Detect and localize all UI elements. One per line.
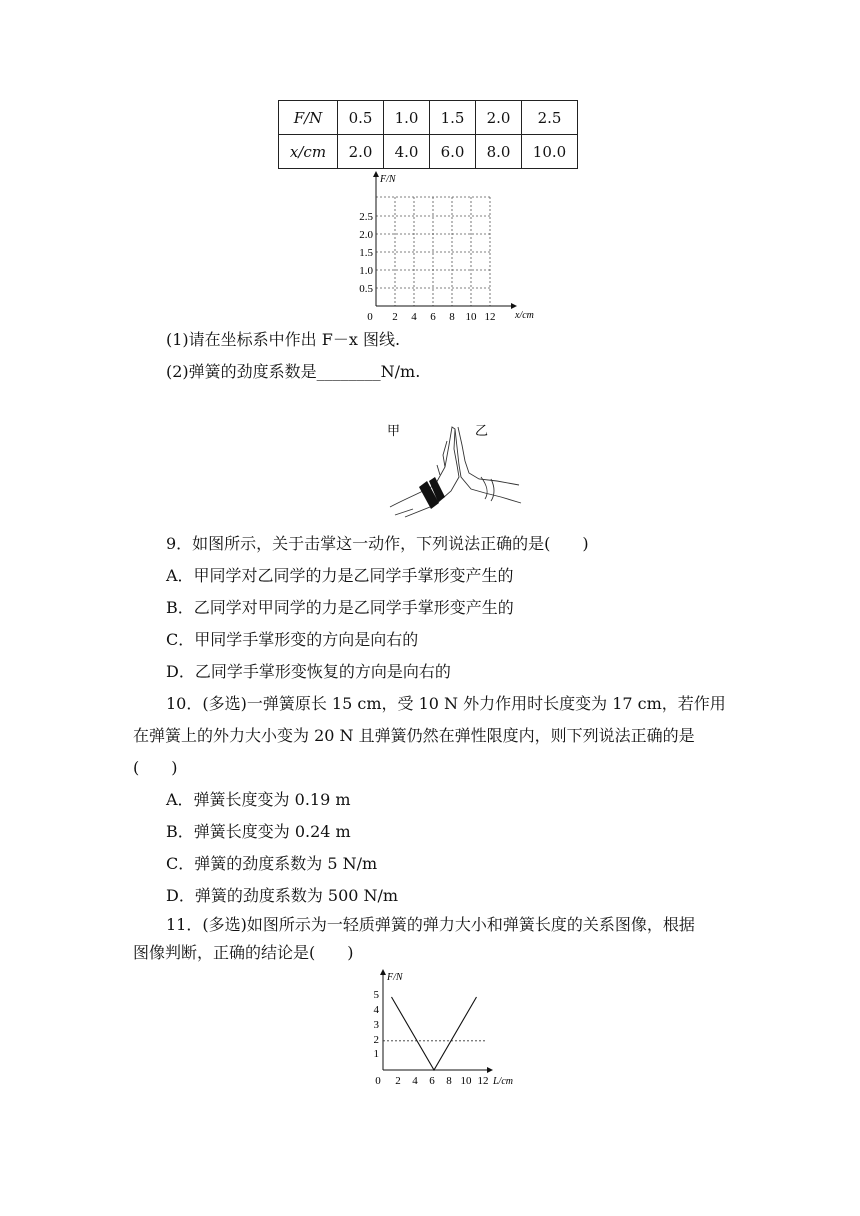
- q10-stem-line1: 10．(多选)一弹簧原长 15 cm，受 10 N 外力作用时长度变为 17 cm，若作用: [166, 694, 726, 713]
- table-cell: 6.0: [430, 135, 476, 169]
- x-tick-label: 12: [484, 311, 496, 323]
- grid-lines: [376, 197, 490, 306]
- q11-stem-line2: 图像判断，正确的结论是( ): [133, 943, 354, 962]
- q10-option-b: B．弹簧长度变为 0.24 m: [166, 822, 351, 841]
- table-cell: 1.0: [384, 101, 430, 135]
- q9-option-d: D．乙同学手掌形变恢复的方向是向右的: [166, 662, 451, 681]
- table-cell: 0.5: [338, 101, 384, 135]
- empty-grid-graph: [340, 168, 550, 324]
- table-cell: 2.0: [476, 101, 522, 135]
- force-length-graph: [362, 966, 534, 1090]
- label-yi: 乙: [475, 423, 489, 438]
- q10-option-a: A．弹簧长度变为 0.19 m: [166, 790, 351, 809]
- table-cell: 10.0: [522, 135, 578, 169]
- table-row: [279, 135, 578, 169]
- x-tick-label: 2: [392, 311, 398, 323]
- x-tick-label: 8: [449, 311, 455, 323]
- q9-stem: 9．如图所示，关于击掌这一动作，下列说法正确的是( ): [166, 534, 589, 553]
- y-tick-label: 1: [373, 1048, 379, 1060]
- y-tick-label: 2: [373, 1034, 379, 1046]
- x-tick-label: 4: [411, 311, 417, 323]
- y-tick-label: 4: [373, 1004, 379, 1016]
- y-tick-label: 1.0: [359, 265, 373, 277]
- table-cell: 8.0: [476, 135, 522, 169]
- q9-option-a: A．甲同学对乙同学的力是乙同学手掌形变产生的: [166, 566, 514, 585]
- x-tick-label: 0: [375, 1075, 381, 1087]
- q10-option-d: D．弹簧的劲度系数为 500 N/m: [166, 886, 399, 905]
- y-tick-label: 0.5: [359, 283, 373, 295]
- x-axis-label: x/cm: [515, 310, 534, 321]
- x-tick-label: 10: [460, 1075, 472, 1087]
- hands-clap-figure: [385, 415, 525, 527]
- wristband: [419, 477, 445, 509]
- table-cell: 2.0: [338, 135, 384, 169]
- left-hand: [390, 427, 459, 517]
- q10-stem-line2: 在弹簧上的外力大小变为 20 N 且弹簧仍然在弹性限度内，则下列说法正确的是: [133, 726, 695, 745]
- series-line: [392, 997, 477, 1070]
- x-tick-label: 6: [430, 311, 436, 323]
- y-tick-label: 1.5: [359, 247, 373, 259]
- x-tick-label: 12: [477, 1075, 489, 1087]
- q11-stem-line1: 11．(多选)如图所示为一轻质弹簧的弹力大小和弹簧长度的关系图像，根据: [166, 915, 695, 934]
- y-tick-label: 5: [373, 989, 379, 1001]
- table-cell: 1.5: [430, 101, 476, 135]
- x-tick-label: 6: [429, 1075, 435, 1087]
- y-tick-label: 2.0: [359, 229, 373, 241]
- q8-sub1: (1)请在坐标系中作出 F－x 图线.: [166, 330, 401, 349]
- x-axis-label: L/cm: [493, 1076, 513, 1087]
- q10-stem-line3: ( ): [133, 758, 178, 777]
- label-jia: 甲: [387, 423, 401, 438]
- q9-option-b: B．乙同学对甲同学的力是乙同学手掌形变产生的: [166, 598, 514, 617]
- data-table: [278, 100, 578, 169]
- q9-option-c: C．甲同学手掌形变的方向是向右的: [166, 630, 419, 649]
- x-tick-label: 4: [412, 1075, 418, 1087]
- y-axis-label: F/N: [380, 174, 396, 185]
- y-axis-label: F/N: [387, 972, 403, 983]
- table-cell: 4.0: [384, 135, 430, 169]
- y-tick-label: 2.5: [359, 211, 373, 223]
- table-cell: 2.5: [522, 101, 578, 135]
- row-header: F/N: [279, 101, 338, 135]
- table-row: [279, 101, 578, 135]
- row-header: x/cm: [279, 135, 338, 169]
- y-tick-label: 3: [373, 1019, 379, 1031]
- q8-sub2: (2)弹簧的劲度系数是________N/m.: [166, 362, 421, 381]
- x-tick-label: 8: [446, 1075, 452, 1087]
- q10-option-c: C．弹簧的劲度系数为 5 N/m: [166, 854, 378, 873]
- right-hand: [455, 427, 521, 503]
- x-tick-label: 0: [367, 311, 373, 323]
- x-tick-label: 2: [395, 1075, 401, 1087]
- x-tick-label: 10: [465, 311, 477, 323]
